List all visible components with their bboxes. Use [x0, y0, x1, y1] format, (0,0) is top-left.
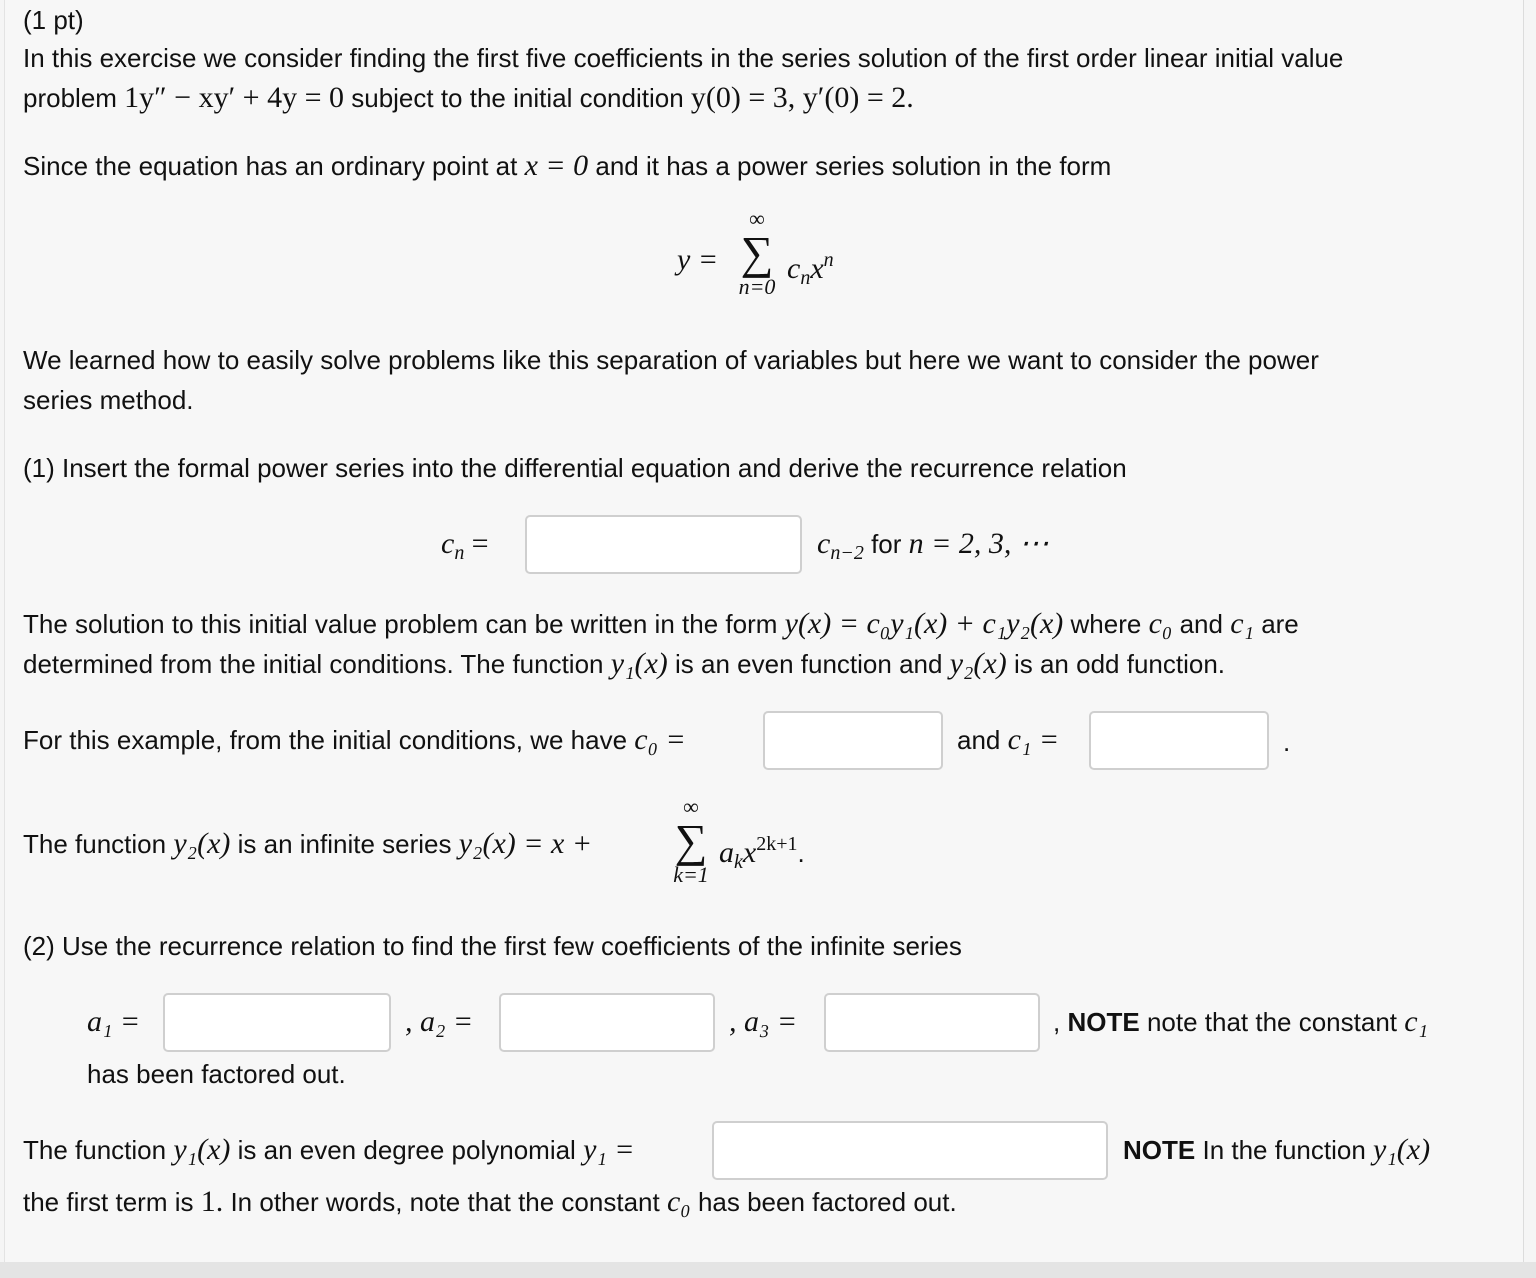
- series-lhs: y =: [677, 243, 719, 276]
- general-solution: y(x) = c₀y₁(x) + c₁y₂(x): [784, 607, 1064, 640]
- problem-panel: [4, 0, 1524, 1278]
- y1-polynomial-input[interactable]: [712, 1121, 1108, 1180]
- ode-equation: 1y″ − xy′ + 4y = 0: [124, 81, 344, 114]
- ordinary-text-b: and it has a power series solution in the form: [595, 151, 1112, 181]
- part1-prompt: (1) Insert the formal power series into the differential equation and derive the recurrence relation: [23, 453, 1127, 483]
- a2-input[interactable]: [499, 993, 715, 1052]
- y1-poly-line: The function y₁(x) is an even degree polynomial y₁ =: [23, 1133, 635, 1166]
- a2-label: , a₂ =: [405, 1005, 474, 1038]
- sep-vars-line-1: We learned how to easily solve problems like this separation of variables but here we want to consider the power: [23, 345, 1319, 375]
- y2-sigma-symbol: ∑: [674, 815, 708, 866]
- points-label: (1 pt): [23, 5, 84, 35]
- c0-label: c₀ =: [634, 723, 686, 756]
- y1-note: NOTE In the function y₁(x): [1123, 1133, 1431, 1166]
- series-sum: [735, 208, 779, 298]
- initial-condition: y(0) = 3, y′(0) = 2.: [690, 81, 914, 114]
- y2-series-line: The function y₂(x) is an infinite series y₂(x) = x +: [23, 827, 593, 860]
- note-label: NOTE: [1067, 1007, 1140, 1037]
- part2-note-line-2: has been factored out.: [87, 1059, 346, 1089]
- intro-line-2: [23, 78, 914, 118]
- y2-series-term: $a_kx^{2k+1}$.: [719, 833, 805, 873]
- intro-line-1: In this exercise we consider finding the first five coefficients in the series solution of the first order linear initial value: [23, 43, 1344, 73]
- y2-series-sum: [669, 796, 713, 886]
- for-text: for: [871, 529, 902, 559]
- c1-input[interactable]: [1089, 711, 1269, 770]
- recurrence-rhs: $c_{n-2}$ for n = 2, 3, ⋯: [817, 527, 1049, 564]
- ordinary-point-line: [23, 146, 1111, 186]
- y2-sum-lower-limit: k=1: [673, 862, 709, 887]
- a1-input[interactable]: [163, 993, 391, 1052]
- n-range: n = 2, 3, ⋯: [908, 527, 1049, 560]
- series-term: $c_nx^n$: [787, 249, 834, 289]
- c1-label: c₁ =: [1007, 723, 1060, 756]
- sigma-symbol: ∑: [740, 227, 774, 278]
- ordinary-text-a: Since the equation has an ordinary point at: [23, 151, 518, 181]
- constants-line: For this example, from the initial conditions, we have c₀ =: [23, 723, 686, 756]
- c1-label-group: and c₁ =: [957, 723, 1060, 756]
- recurrence-coefficient-input[interactable]: [525, 515, 802, 574]
- problem-word: problem: [23, 83, 117, 113]
- y1-note-label: NOTE: [1123, 1135, 1196, 1165]
- recurrence-lhs: $c_n$ =: [441, 527, 489, 564]
- a1-label: a₁ =: [87, 1005, 141, 1038]
- constants-period: .: [1283, 727, 1291, 757]
- c0-input[interactable]: [763, 711, 943, 770]
- a3-input[interactable]: [824, 993, 1040, 1052]
- sum-lower-limit: n=0: [738, 274, 776, 299]
- sep-vars-line-2: series method.: [23, 385, 194, 415]
- bottom-scroll-edge: [0, 1262, 1536, 1278]
- ordinary-point: x = 0: [524, 149, 589, 182]
- subject-text: subject to the initial condition: [351, 83, 684, 113]
- y1-poly-line-2: the first term is 1. In other words, note that the constant c₀ has been factored out.: [23, 1185, 957, 1218]
- part2-prompt: (2) Use the recurrence relation to find the first few coefficients of the infinite series: [23, 931, 962, 961]
- y2-sum-upper-limit: ∞: [683, 794, 699, 819]
- solution-form-line-2: determined from the initial conditions. The function y₁(x) is an even function and y₂(x) is an odd function.: [23, 647, 1226, 680]
- solution-form-line-1: The solution to this initial value problem can be written in the form y(x) = c₀y₁(x) + c₁y₂(x) where c₀ and c₁ are: [23, 607, 1299, 640]
- part2-note: , NOTE note that the constant c₁: [1053, 1005, 1428, 1038]
- sum-upper-limit: ∞: [749, 206, 765, 231]
- a3-label: , a₃ =: [729, 1005, 798, 1038]
